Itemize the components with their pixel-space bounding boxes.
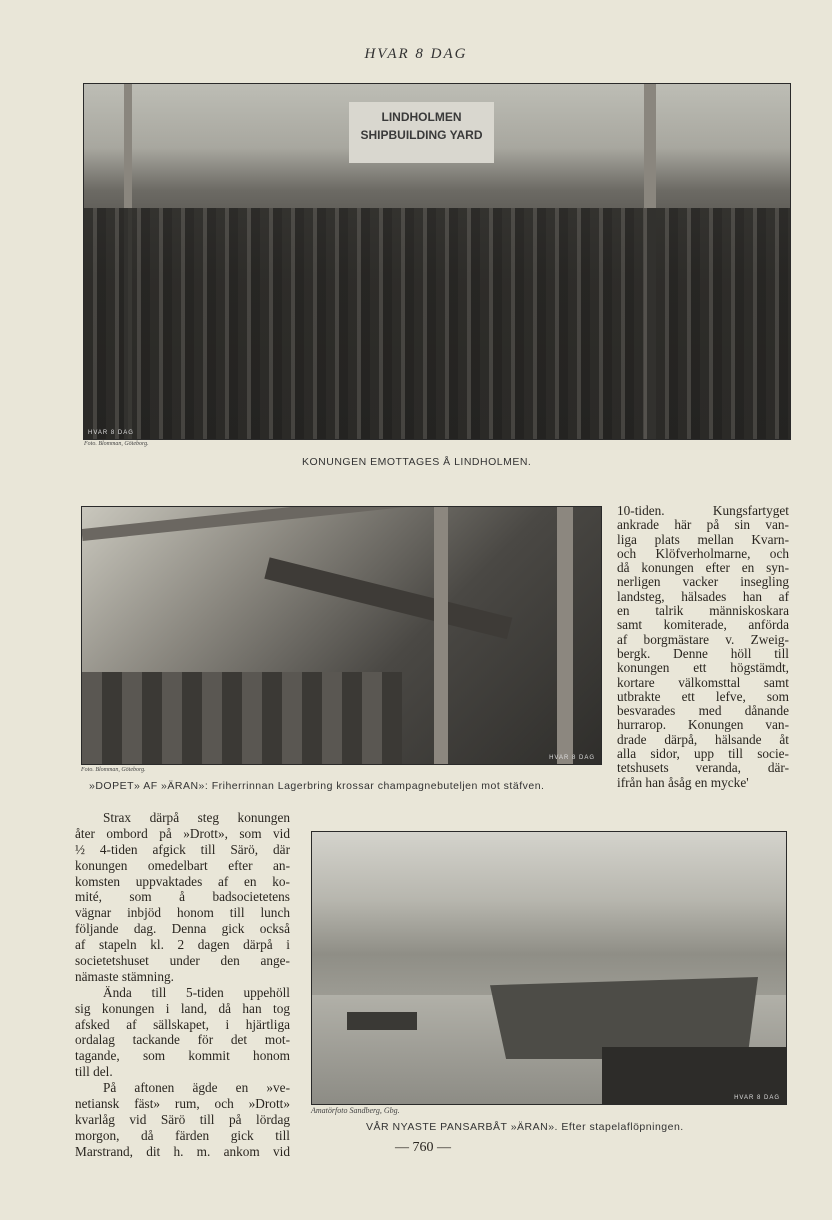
text-line: konungen omedelbart efter an- [75, 857, 290, 873]
post [557, 507, 573, 764]
photo-caption: KONUNGEN EMOTTAGES Å LINDHOLMEN. [302, 456, 532, 468]
text-line: mité, som å badsocietetens [75, 889, 290, 905]
text-line: kortare välkomsttal samt [617, 674, 789, 690]
text-line: åter ombord på »Drott», som vid [75, 825, 290, 841]
text-line: alla sidor, upp till socie- [617, 746, 789, 762]
text-line: följande dag. Denna gick också [75, 921, 290, 937]
text-line: en talrik människoskara [617, 603, 789, 619]
text-line: då konungen efter en syn- [617, 560, 789, 576]
text-line: ½ 4-tiden afgick till Särö, där [75, 841, 290, 857]
text-line: drade därpå, hälsande åt [617, 731, 789, 747]
running-head: HVAR 8 DAG [364, 46, 468, 62]
text-line: ordalag tackande för det mot- [75, 1032, 290, 1048]
text-line: besvarades med dånande [617, 703, 789, 719]
crowd [84, 208, 790, 439]
draped-platform [82, 672, 402, 764]
photo-credit: Foto. Blomman, Göteborg. [84, 441, 149, 447]
text-line: tetshusets veranda, där- [617, 760, 789, 776]
text-line: af borgmästare v. Zweig- [617, 631, 789, 647]
text-line: konungen ett högstämdt, [617, 660, 789, 676]
post [434, 507, 448, 764]
text-line: netiansk fäst» rum, och »Drott» [75, 1096, 290, 1112]
photo-credit: Amatörfoto Sandberg, Gbg. [311, 1106, 400, 1115]
text-line: samt komiterade, anförda [617, 617, 789, 633]
text-line: 10-tiden. Kungsfartyget [617, 503, 789, 518]
text-line: Ända till 5-tiden uppehöll [103, 984, 290, 1000]
sign-line: SHIPBUILDING YARD [360, 128, 483, 142]
page-number: — 760 — [395, 1140, 451, 1155]
text-line: tagande, som kommit honom [75, 1048, 290, 1064]
photo-lindholmen-crowd [83, 83, 791, 440]
text-line: kvarlåg vid Särö till på lördag [75, 1111, 290, 1127]
text-line: landsteg, hälsades han af [617, 588, 789, 604]
text-line: utbrakte ett lefve, som [617, 688, 789, 704]
text-line: ifrån han åsåg en mycke' [617, 774, 749, 790]
photo-caption: »DOPET» AF »ÄRAN»: Friherrinnan Lagerbring krossar champagnebuteljen mot stäfven. [89, 780, 545, 792]
text-line: bergk. Denne höll till [617, 645, 789, 661]
text-line: Strax därpå steg konungen [103, 810, 290, 825]
photo-christening [81, 506, 602, 765]
text-line: societetshuset under den ange- [75, 953, 290, 969]
text-line: Marstrand, dit h. m. ankom vid [75, 1143, 290, 1159]
text-line: afsked af sällskapet, i hjärtliga [75, 1016, 290, 1032]
text-line: och Klöfverholmarne, och [617, 545, 789, 561]
photo-credit: Foto. Blomman, Göteborg. [81, 767, 146, 773]
watermark: HVAR 8 DAG [549, 755, 595, 761]
watermark: HVAR 8 DAG [88, 430, 134, 436]
right-text-column [617, 504, 789, 790]
text-line: hurrarop. Konungen van- [617, 717, 789, 733]
text-line: nerligen vacker insegling [617, 574, 789, 590]
text-line: af stapeln kl. 2 dagen därpå i [75, 937, 290, 953]
text-line: komsten uppvaktades af en ko- [75, 873, 290, 889]
tugboat [347, 1012, 417, 1030]
text-line: På aftonen ägde en »ve- [103, 1080, 290, 1096]
photo-caption: VÅR NYASTE PANSARBÅT »ÄRAN». Efter stapelaflöpningen. [366, 1121, 684, 1133]
text-line: vägnar inbjöd honom till lunch [75, 905, 290, 921]
photo-armoured-ship [311, 831, 787, 1105]
text-line: ankrade här på sin van- [617, 517, 789, 533]
text-line: morgon, då färden gick till [75, 1127, 290, 1143]
shipyard-sign [349, 102, 494, 163]
text-line: liga plats mellan Kvarn- [617, 531, 789, 547]
sign-line: LINDHOLMEN [381, 110, 462, 124]
text-line: sig konungen i land, då han tog [75, 1000, 290, 1016]
text-line: nämaste stämning. [75, 968, 174, 984]
watermark: HVAR 8 DAG [734, 1095, 780, 1101]
text-line: till del. [75, 1064, 113, 1080]
left-text-column [75, 810, 290, 1160]
beam [264, 557, 512, 639]
